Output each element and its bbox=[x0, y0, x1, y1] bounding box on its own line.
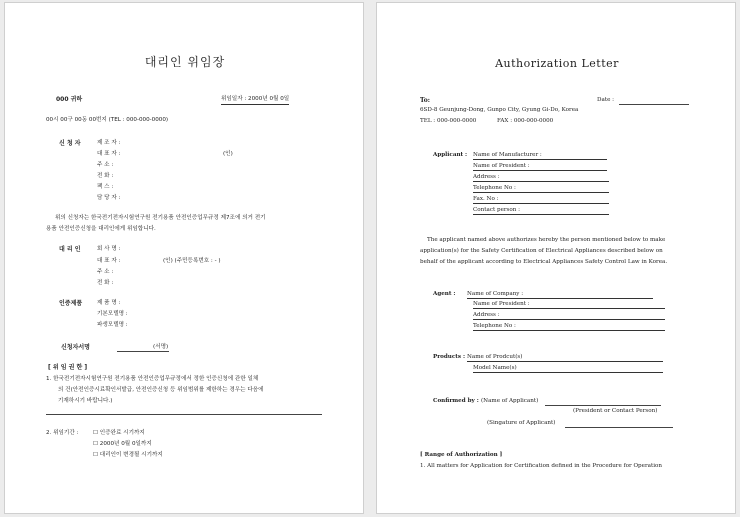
korean-agent-heading: 대 리 인 bbox=[59, 246, 81, 253]
korean-address: 00시 00구 00동 00번지 (TEL : 000-000-0000) bbox=[46, 117, 169, 123]
english-agent-field: Address : bbox=[473, 313, 665, 320]
korean-signature-line bbox=[117, 351, 169, 352]
english-applicant-field: Contact person : bbox=[473, 208, 609, 215]
english-title: Authorization Letter bbox=[495, 57, 619, 70]
english-body-line: behalf of the applicant according to Electrical Appliances Safety Control Law in Korea. bbox=[420, 259, 668, 265]
english-agent-field: Name of Company : bbox=[467, 292, 653, 299]
english-confirmed-applicant-line bbox=[545, 405, 661, 406]
korean-applicant-field: 담 당 자 : bbox=[97, 195, 121, 201]
english-date-line bbox=[619, 104, 689, 105]
korean-signature-mark: (서명) bbox=[153, 344, 169, 350]
korean-intro-line: 위의 신청자는 한국전기전자시험연구원 전기용품 안전인증업무규정 제7조에 의거 전기 bbox=[55, 215, 266, 221]
english-address: 6SD-8 Geunjung-Dong, Gunpo City, Gyung Gi-Do, Korea bbox=[420, 107, 579, 113]
korean-applicant-field: 대 표 자 : bbox=[97, 151, 121, 157]
korean-applicant-field: 전 화 : bbox=[97, 173, 114, 179]
english-applicant-field: Fax. No : bbox=[473, 197, 609, 204]
english-applicant-field: Telephone No : bbox=[473, 186, 609, 193]
korean-period-option: ☐ 2000년 0월 0일까지 bbox=[93, 441, 152, 447]
korean-period-option: ☐ 인증완료 시기까지 bbox=[93, 430, 145, 436]
korean-agent-seal: (인) (주민등록번호 : - ) bbox=[163, 258, 221, 264]
english-confirmed-president: (President or Contact Person) bbox=[573, 408, 658, 414]
korean-title: 대리인 위임장 bbox=[144, 55, 226, 69]
korean-product-field: 파생모델명 : bbox=[97, 322, 128, 328]
english-tel: TEL : 000-000-0000 bbox=[420, 118, 477, 124]
english-agent-field: Name of President : bbox=[473, 302, 665, 309]
english-confirmed-signature-line bbox=[565, 427, 673, 428]
korean-applicant-field: 주 소 : bbox=[97, 162, 114, 168]
korean-scope-line: 기재하시기 바랍니다.) bbox=[58, 398, 113, 404]
korean-applicant-heading: 신 청 자 bbox=[59, 140, 81, 147]
korean-period-option: ☐ 대리인이 변경될 시기까지 bbox=[93, 452, 163, 458]
korean-signature-label: 신청자서명 bbox=[61, 344, 90, 351]
korean-scope-divider bbox=[46, 414, 322, 415]
korean-recipient: 000 귀하 bbox=[56, 96, 83, 103]
english-applicant-field: Address : bbox=[473, 175, 609, 182]
korean-applicant-field: 팩 스 : bbox=[97, 184, 114, 190]
english-document-page bbox=[376, 2, 736, 514]
korean-agent-field: 전 화 : bbox=[97, 280, 114, 286]
english-applicant-field: Name of Manufacturer : bbox=[473, 153, 607, 160]
english-agent-label: Agent : bbox=[433, 291, 456, 297]
korean-product-field: 기본모델명 : bbox=[97, 311, 128, 317]
korean-applicant-field: 제 조 자 : bbox=[97, 140, 121, 146]
english-product-field: Model Name(s) bbox=[473, 366, 663, 373]
english-products-label: Products : bbox=[433, 354, 466, 360]
english-recipient: To: bbox=[420, 97, 430, 104]
english-body-line: The applicant named above authorizes hereby the person mentioned below to make bbox=[427, 237, 666, 243]
korean-scope-line: 의 건(안전인증시료확인서발급, 안전인증신청 등 위임범위를 제한하는 경우는 다음에 bbox=[58, 387, 264, 393]
english-range-heading: [ Range of Authorization ] bbox=[420, 452, 503, 458]
english-confirmed-label: Confirmed by : bbox=[433, 398, 479, 404]
korean-intro-line: 용품 안전인증신청을 대리인에게 위임합니다. bbox=[46, 226, 156, 232]
korean-document-page bbox=[4, 2, 364, 514]
korean-agent-field: 회 사 명 : bbox=[97, 246, 121, 252]
english-fax: FAX : 000-000-0000 bbox=[497, 118, 554, 124]
korean-scope-line: 1. 한국전기전자시험연구원 전기용품 안전인증업무규정에서 정한 인증신청에 관한 일체 bbox=[46, 376, 259, 382]
english-applicant-field: Name of President : bbox=[473, 164, 607, 171]
korean-scope-heading: [ 위 임 권 한 ] bbox=[48, 364, 88, 371]
korean-period-label: 2. 위임기간 : bbox=[46, 430, 79, 436]
english-body-line: application(s) for the Safety Certification of Electrical Appliances described below on bbox=[420, 248, 663, 254]
english-confirmed-signature: (Singature of Applicant) bbox=[487, 420, 556, 426]
korean-agent-field: 주 소 : bbox=[97, 269, 114, 275]
korean-product-field: 제 품 명 : bbox=[97, 300, 121, 306]
korean-date: 위임일자 : 2000년 0월 0일 bbox=[221, 97, 289, 105]
korean-product-heading: 인증제품 bbox=[59, 300, 83, 307]
english-confirmed-applicant: (Name of Applicant) bbox=[481, 398, 539, 404]
korean-agent-field: 대 표 자 : bbox=[97, 258, 121, 264]
english-date-label: Date : bbox=[597, 97, 615, 103]
english-agent-field: Telephone No : bbox=[473, 324, 665, 331]
english-applicant-label: Applicant : bbox=[433, 152, 468, 158]
korean-applicant-seal: (인) bbox=[223, 151, 233, 157]
english-range-item: 1. All matters for Application for Certification defined in the Procedure for Operation bbox=[420, 463, 662, 469]
english-product-field: Name of Prodcut(s) bbox=[467, 355, 663, 362]
